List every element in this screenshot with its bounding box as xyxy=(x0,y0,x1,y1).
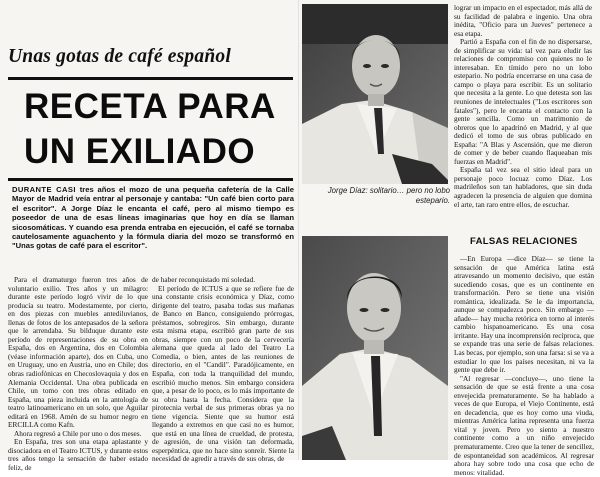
paragraph: "Al regresar —concluye—, uno tiene la sensación de que se está frente a una cosa envejecida prematuramente. Se ha hablado a veces de que Europa, el Viejo Continente, está en decadencia, que es hoy como una viuda, mientras América latina representa una fuerza vital y joven. Pero yo siento a nuestro continente como a un niño envejecido prematuramente. Creo que la tener de sencillez, de espontaneidad son académicos. Al regresar ahora hay sobre todo una cosa que echo de menos: vitalidad. xyxy=(454,373,594,477)
portrait-photo-bottom-image xyxy=(302,236,448,460)
section-subhead: FALSAS RELACIONES xyxy=(470,236,578,247)
headline-rule-top xyxy=(8,77,293,80)
paragraph: —En Europa —dice Díaz— se tiene la sensación de que América latina está atravesando un momento decisivo, que están sucediendo cosas, que es un continente en transformación. Pero se tiene una visión romántica, idealizada. Se le da importancia, aunque se compadezca poco. Sin embargo —añade— hay mucha retórica en torno al interés cambio hispanoamericano. Es una cosa irritante. Hay una incomprensión recíproca, que se expande tras una serie de falsas relaciones. Las becas, por ejemplo, son una farsa: si se va a estudiar lo que los países necesitan, ni va la gente que debe ir. xyxy=(454,254,594,375)
article-headline xyxy=(24,84,294,174)
article-kicker: Unas gotas de café español xyxy=(8,46,231,67)
paragraph: Ahora regresó a Chile por uno o dos meses. xyxy=(14,428,142,438)
headline-line-2: UN EXILIADO xyxy=(24,132,256,171)
paragraph: Partió a España con el fin de no dispersarse, de simplificar su vida: tal vez para eludir las relaciones de compromiso con quienes no le interesaban. En tímido pero no un lobo estepario. No podría encerrarse en una casa de campo o playa para escribir. Es un solitario que necesita a la gente. Lo que detesta son las reuniones de intelectuales ("Los escritores son fatales"), pero le encanta el contacto con la gente sencilla. Como un matrimonio de obreros que lo apadrinó en Madrid, y al que dedicó el tomo de sus obras publicado en España: "A Blas y Ascensión, que me dieron de comer y de beber cuando flaqueaban mis fuerzas en Madrid". xyxy=(454,37,592,166)
article-lead xyxy=(12,185,294,251)
body-column-2 xyxy=(152,275,294,464)
page-fold xyxy=(298,0,299,460)
paragraph: El período de ICTUS a que se refiere fue de una constante crisis económica y Díaz, como dirigente del teatro, pasaba todas sus mañanas de Banco en Banco, consiguiendo prórrogas, préstamos, sobregiros. Sin embargo, durante esta misma etapa, escribió gran parte de sus obras, siempre con un poco de la cervecería alemana que queda al lado del Teatro La Comedia, o bien, antes de las reuniones de directorio, en el "Candil". Paradójicamente, en España, con toda la tranquilidad del mundo, escribió mucho menos. Sin embargo considera que, a pesar de lo poco, es lo más importante de su obra hasta la fecha. Considera que la pirotecnia verbal de sus primeras obras ya no tiene vigencia. Siente que su humor está llegando a extremos en que casi no es humor, que está en una línea de crueldad, de protesta, de agresión, de una visión tan deformada, esperpéntica, que no hace sino sonreír. Siente la necesidad de agredir a través de sus obras, de xyxy=(152,283,294,464)
portrait-photo-top xyxy=(302,4,448,184)
body-column-1 xyxy=(8,275,148,473)
portrait-photo-bottom xyxy=(302,236,448,460)
headline-rule-bottom xyxy=(8,178,293,181)
lead-text: tres años el mozo de una pequeña cafetería de la Calle Mayor de Madrid veía entrar al personaje y cantaba: "Un café bien corto para el escritor". A Jorge Díaz le encanta el café, pero al mismo tiempo es poseedor de una de esas líneas imaginarias que hoy en día se llaman sicosomáticas. Y cuando esa prenda entraba en ejecución, el café se tornaba cautelosamente aguachento y la fórmula diaria del mozo se transformó en "Unas gotas de café para el escritor". xyxy=(12,185,294,251)
paragraph: lograr un impacto en el espectador, más allá de su facilidad de palabra e ingenio. Una obra inédita, "Oficio para un Jueves" pertenece a esa etapa. xyxy=(454,3,592,38)
paragraph: En España, tres son una etapa aplastante y disociadora en el Teatro ICTUS, y durante estos tres años tengo la sensación de haber estado feliz, de xyxy=(8,437,148,473)
body-column-3 xyxy=(454,4,592,228)
headline-line-1: RECETA PARA xyxy=(24,87,276,126)
paragraph: de haber reconquistado mi soledad. xyxy=(152,275,256,284)
photo-caption: Jorge Díaz: solitario… pero no lobo estepario. xyxy=(327,186,450,205)
lead-in: DURANTE CASI xyxy=(12,185,76,194)
paragraph: Para el dramaturgo fueron tres años de voluntario exilio. Tres años y un milagro: durante este período logró vivir de lo que producía su teatro. Modestamente, por cierto, en dos piezas con muebles antediluvianos, llenas de fotos de los antepasados de la señora que le arrendaba. Su bilduque durante este período de representaciones de su obra en España, dos en Argentina, dos en Colombia (véase información aparte), dos en Cuba, uno en Uruguay, uno en Austria, uno en Chile; dos obras radiofónicas en Checoslovaquia y dos en Alemania Occidental. Una obra publicada en Chile, un tomo con tres obras editado en España, una pieza incluida en la antología de teatro latinoamericano en un solo, que Aguilar editará en 1968. Amén de su humor negro en ERCILLA como Kafn. xyxy=(8,275,148,430)
body-column-4 xyxy=(454,254,594,477)
paragraph: España tal vez sea el sitio ideal para un personaje poco locuaz como Díaz. Los madrileños son tan habladores, que sin duda agradecen la presencia de alguien que domina el arte, tan raro entre ellos, de escuchar. xyxy=(454,165,592,209)
portrait-photo-top-image xyxy=(302,4,448,184)
